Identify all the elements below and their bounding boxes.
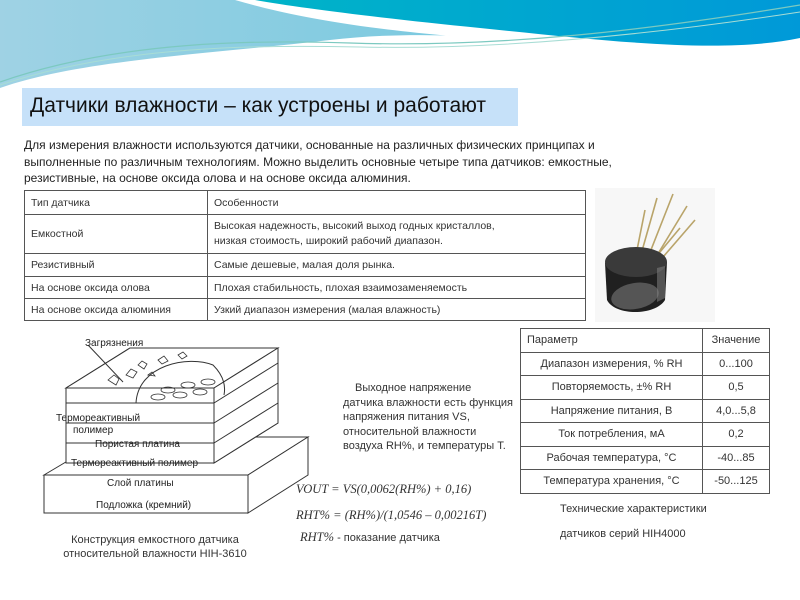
table-header-cell: Параметр xyxy=(521,329,703,353)
label-platinum: Слой платины xyxy=(107,478,174,489)
table-cell: Узкий диапазон измерения (малая влажность) xyxy=(208,299,586,321)
table-cell: На основе оксида олова xyxy=(25,277,208,299)
table-header-row xyxy=(25,191,586,215)
table-row xyxy=(25,277,586,299)
formula-vout: VOUT = VS(0,0062(RH%) + 0,16) xyxy=(296,482,472,496)
diagram-caption-line2: относительной влажности HIH-3610 xyxy=(63,548,247,560)
table-cell: Ток потребления, мА xyxy=(521,423,703,447)
table-cell: Температура хранения, °C xyxy=(521,470,703,494)
label-porous-platinum: Пористая платина xyxy=(95,439,180,450)
table-cell: Диапазон измерения, % RH xyxy=(521,352,703,376)
table-cell: -50...125 xyxy=(703,470,770,494)
specs-caption-line2: датчиков серий HIH4000 xyxy=(560,528,686,540)
label-polymer-top: Термореактивный xyxy=(56,413,141,424)
table-cell: Высокая надежность, высокий выход годных кристаллов, низкая стоимость, широкий рабочий диапазон. xyxy=(208,215,586,254)
label-contamination: Загрязнения xyxy=(85,338,144,349)
label-polymer: Термореактивный полимер xyxy=(71,458,199,469)
table-row xyxy=(521,376,770,400)
table-cell: Повторяемость, ±% RH xyxy=(521,376,703,400)
formula-note xyxy=(300,528,440,546)
table-row xyxy=(25,299,586,321)
table-row xyxy=(25,215,586,254)
output-voltage-description xyxy=(343,381,513,454)
table-header-row xyxy=(521,329,770,353)
specs-caption-line1: Технические характеристики xyxy=(560,503,707,515)
table-row xyxy=(521,352,770,376)
table-cell: Плохая стабильность, плохая взаимозаменяемость xyxy=(208,277,586,299)
formula-note-text: - показание датчика xyxy=(334,532,440,544)
description-text: Выходное напряжение датчика влажности есть функция напряжения питания VS, относительной влажности воздуха RH%, и температуры T. xyxy=(343,382,514,452)
table-row xyxy=(521,470,770,494)
sensor-photo xyxy=(595,188,715,322)
sensor-types-table xyxy=(24,190,586,321)
table-header-cell: Тип датчика xyxy=(25,191,208,215)
table-cell: Резистивный xyxy=(25,254,208,277)
label-substrate: Подложка (кремний) xyxy=(96,500,192,511)
intro-paragraph: Для измерения влажности используются датчики, основанные на различных физических принципах и выполненные по различным технологиям. Можно выделить основные четыре типа датчиков: емкостные, резистивные, на основе оксида олова и на основе оксида алюминия. xyxy=(24,138,612,185)
table-cell: -40...85 xyxy=(703,446,770,470)
table-row xyxy=(521,423,770,447)
header-wave-decoration xyxy=(0,0,800,95)
table-cell: 0...100 xyxy=(703,352,770,376)
table-row xyxy=(521,446,770,470)
slide-title: Датчики влажности – как устроены и работают xyxy=(30,94,487,117)
table-cell: Самые дешевые, малая доля рынка. xyxy=(208,254,586,277)
table-row xyxy=(521,399,770,423)
diagram-caption-line1: Конструкция емкостного датчика xyxy=(71,534,239,546)
table-cell: На основе оксида алюминия xyxy=(25,299,208,321)
table-cell: Рабочая температура, °C xyxy=(521,446,703,470)
table-header-cell: Особенности xyxy=(208,191,586,215)
formula-symbol: RHT% xyxy=(300,530,335,544)
table-cell: Напряжение питания, В xyxy=(521,399,703,423)
table-cell: 4,0...5,8 xyxy=(703,399,770,423)
table-cell: 0,5 xyxy=(703,376,770,400)
specs-table xyxy=(520,328,770,494)
table-cell: Емкостной xyxy=(25,215,208,254)
table-row xyxy=(25,254,586,277)
table-cell: 0,2 xyxy=(703,423,770,447)
formula-rh-compensated: RHT% = (RH%)/(1,0546 – 0,00216T) xyxy=(296,508,487,522)
table-header-cell: Значение xyxy=(703,329,770,353)
label-polymer-top-2: полимер xyxy=(73,425,114,436)
